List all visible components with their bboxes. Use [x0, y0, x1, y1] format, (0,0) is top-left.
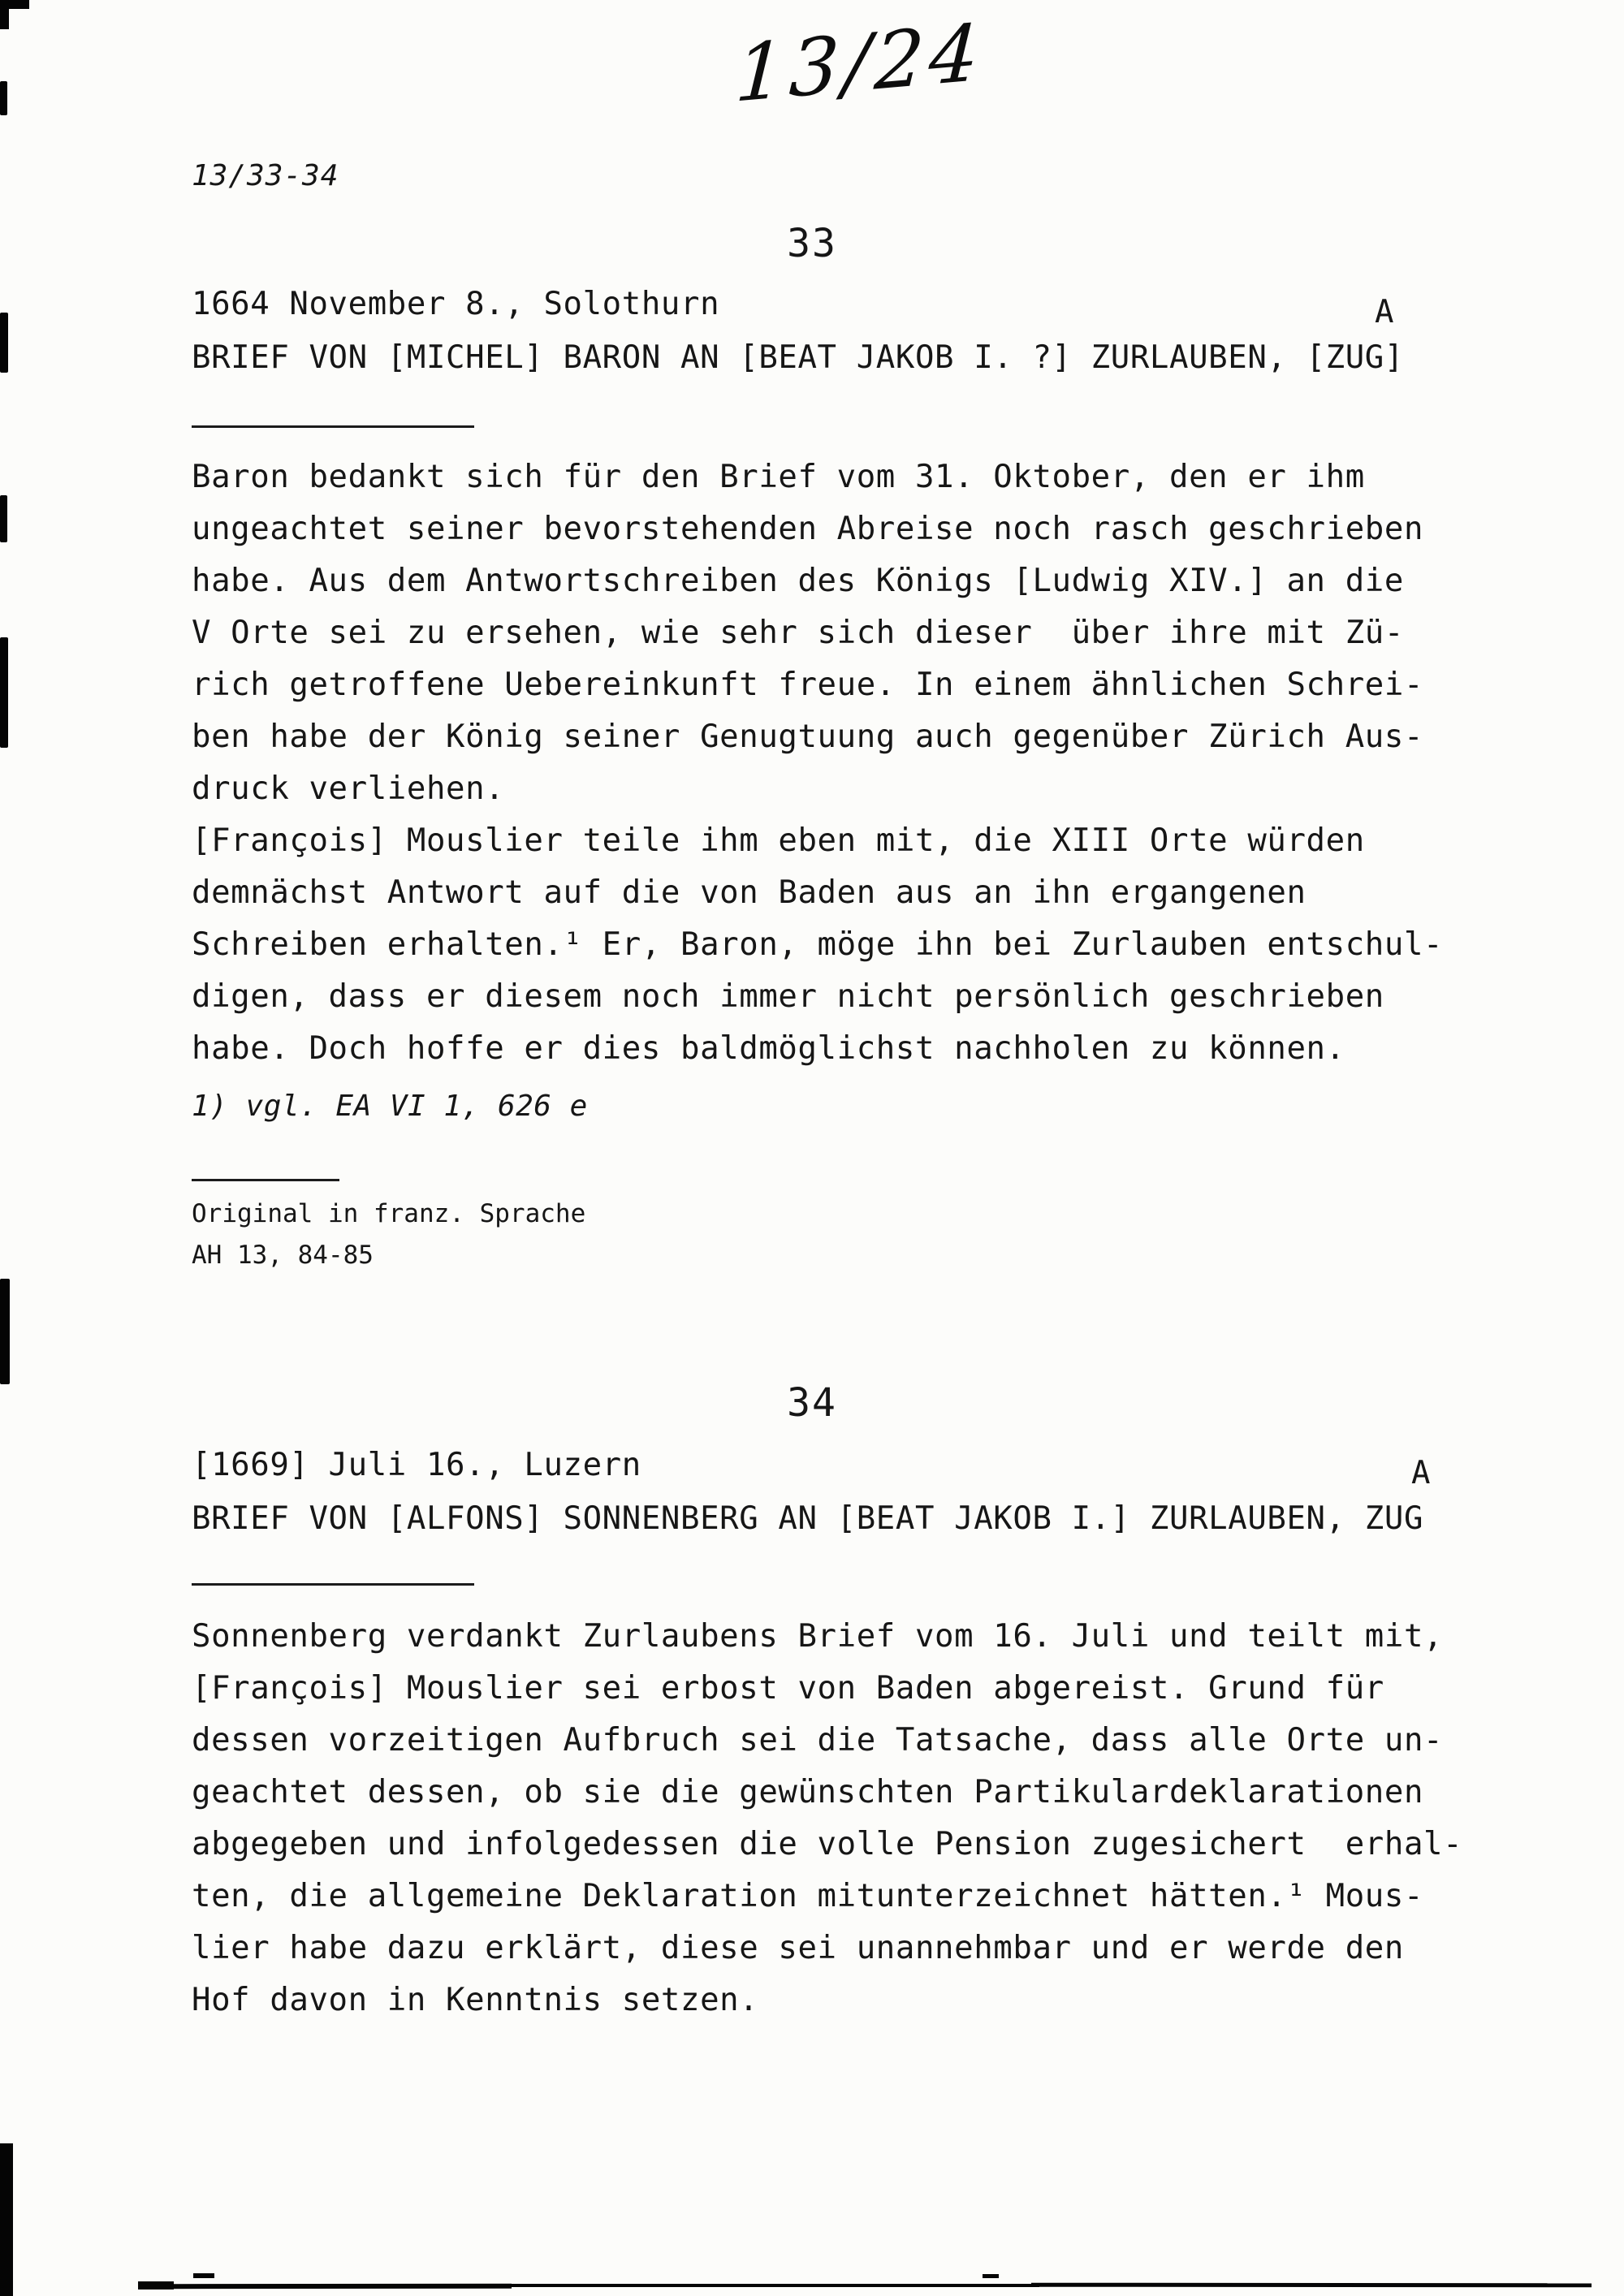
body-line: Sonnenberg verdankt Zurlaubens Brief vom 16. Juli und teilt mit, — [192, 1618, 1444, 1655]
body-line: Hof davon in Kenntnis setzen. — [192, 1982, 759, 2018]
regest-body — [192, 1611, 1462, 2026]
body-line: dessen vorzeitigen Aufbruch sei die Tatsache, dass alle Orte un- — [192, 1722, 1444, 1759]
scan-artifact — [138, 2281, 174, 2290]
handwritten-page-number: 13/24 — [732, 6, 987, 120]
siglum-a: A — [1375, 294, 1394, 330]
scan-artifact — [0, 0, 9, 29]
scan-artifact — [171, 2284, 512, 2289]
body-line: Schreiben erhalten.¹ Er, Baron, möge ihn bei Zurlauben entschul- — [192, 926, 1444, 963]
source-line: Original in franz. Sprache — [192, 1199, 586, 1228]
body-line: [François] Mouslier teile ihm eben mit, die XIII Orte würden — [192, 822, 1365, 859]
date-place-line: 1664 November 8., Solothurn — [192, 286, 720, 322]
siglum-a: A — [1411, 1455, 1431, 1491]
body-line: druck verliehen. — [192, 770, 505, 807]
body-line: geachtet dessen, ob sie die gewünschten Partikulardeklarationen — [192, 1774, 1424, 1810]
scan-artifact — [0, 81, 7, 115]
source-line: AH 13, 84-85 — [192, 1241, 374, 1270]
scan-artifact — [193, 2273, 214, 2278]
body-line: habe. Aus dem Antwortschreiben des Königs [Ludwig XIV.] an die — [192, 563, 1404, 599]
body-line: lier habe dazu erklärt, diese sei unannehmbar und er werde den — [192, 1930, 1404, 1966]
scan-artifact — [983, 2274, 999, 2278]
source-note — [192, 1193, 585, 1276]
scan-artifact — [0, 1279, 10, 1384]
body-line: ungeachtet seiner bevorstehenden Abreise noch rasch geschrieben — [192, 511, 1424, 547]
regest-body — [192, 451, 1443, 1075]
scan-artifact — [0, 495, 7, 542]
body-line: digen, dass er diesem noch immer nicht persönlich geschrieben — [192, 978, 1384, 1015]
document-title: BRIEF VON [ALFONS] SONNENBERG AN [BEAT JAKOB I.] ZURLAUBEN, ZUG — [192, 1500, 1424, 1537]
document-number: 33 — [787, 221, 837, 266]
footnote: 1) vgl. EA VI 1, 626 e — [192, 1090, 588, 1123]
body-line: Baron bedankt sich für den Brief vom 31. Oktober, den er ihm — [192, 459, 1365, 495]
body-line: ben habe der König seiner Genugtuung auch gegenüber Zürich Aus- — [192, 719, 1424, 755]
scan-artifact — [0, 2143, 13, 2296]
body-line: habe. Doch hoffe er dies baldmöglichst nachholen zu können. — [192, 1030, 1345, 1067]
body-line: demnächst Antwort auf die von Baden aus an ihn ergangenen — [192, 874, 1307, 911]
document-title: BRIEF VON [MICHEL] BARON AN [BEAT JAKOB I. ?] ZURLAUBEN, [ZUG] — [192, 339, 1404, 376]
scan-artifact — [0, 313, 8, 373]
scan-artifact — [1031, 2283, 1592, 2288]
body-line: ten, die allgemeine Deklaration mitunterzeichnet hätten.¹ Mous- — [192, 1878, 1424, 1914]
date-place-line: [1669] Juli 16., Luzern — [192, 1447, 641, 1483]
document-number: 34 — [787, 1380, 837, 1426]
scan-artifact — [0, 637, 8, 748]
archive-reference: 13/33-34 — [192, 159, 339, 192]
body-line: abgegeben und infolgedessen die volle Pension zugesichert erhal- — [192, 1826, 1463, 1862]
divider-rule — [192, 1583, 474, 1586]
body-line: [François] Mouslier sei erbost von Baden abgereist. Grund für — [192, 1670, 1384, 1707]
divider-rule — [192, 425, 474, 428]
scan-artifact — [503, 2284, 1039, 2287]
body-line: V Orte sei zu ersehen, wie sehr sich dieser über ihre mit Zü- — [192, 615, 1404, 651]
body-line: rich getroffene Uebereinkunft freue. In einem ähnlichen Schrei- — [192, 667, 1424, 703]
divider-rule — [192, 1179, 339, 1181]
